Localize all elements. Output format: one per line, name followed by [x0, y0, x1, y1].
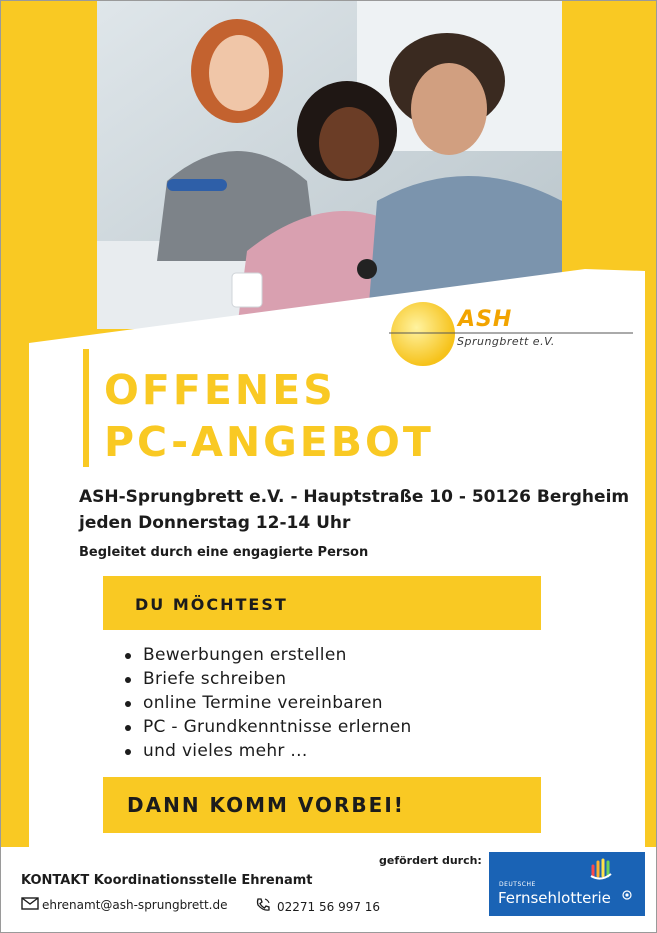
phone-number[interactable]: 02271 56 997 16: [277, 899, 381, 914]
list-item: und vieles mehr ...: [123, 739, 412, 763]
title-line-1: OFFENES: [104, 366, 336, 414]
logo-name: ASH: [458, 307, 513, 332]
address-line: ASH-Sprungbrett e.V. - Hauptstraße 10 - 50126 Bergheim: [79, 487, 630, 507]
sponsor-small-text: DEUTSCHE: [499, 881, 536, 888]
email-row: [21, 897, 227, 913]
guided-note: Begleitet durch eine engagierte Person: [79, 545, 369, 560]
sponsor-name: Fernsehlotterie: [498, 889, 611, 907]
logo-subtitle: Sprungbrett e.V.: [457, 335, 555, 348]
registered-circle-icon: [622, 890, 632, 900]
funded-by-label: gefördert durch:: [379, 854, 482, 867]
fernsehlotterie-hand-icon: [589, 856, 615, 880]
photo-people-at-computer: [97, 1, 562, 329]
offer-list: [123, 643, 412, 763]
sponsor-logo: [489, 852, 645, 916]
list-item: Bewerbungen erstellen: [123, 643, 412, 667]
phone-row: [255, 897, 380, 916]
want-heading-band: DU MÖCHTEST: [103, 576, 541, 630]
list-item: online Termine vereinbaren: [123, 691, 412, 715]
call-to-action-band: DANN KOMM VORBEI!: [103, 777, 541, 833]
title-line-2: PC-ANGEBOT: [104, 418, 434, 466]
schedule-line: jeden Donnerstag 12-14 Uhr: [79, 513, 351, 533]
contact-label: KONTAKT Koordinationsstelle Ehrenamt: [21, 873, 313, 888]
list-item: PC - Grundkenntnisse erlernen: [123, 715, 412, 739]
email-icon: [21, 897, 39, 913]
email-link[interactable]: ehrenamt@ash-sprungbrett.de: [42, 898, 228, 912]
title-accent-bar: [83, 349, 89, 467]
list-item: Briefe schreiben: [123, 667, 412, 691]
phone-icon: [255, 897, 271, 916]
